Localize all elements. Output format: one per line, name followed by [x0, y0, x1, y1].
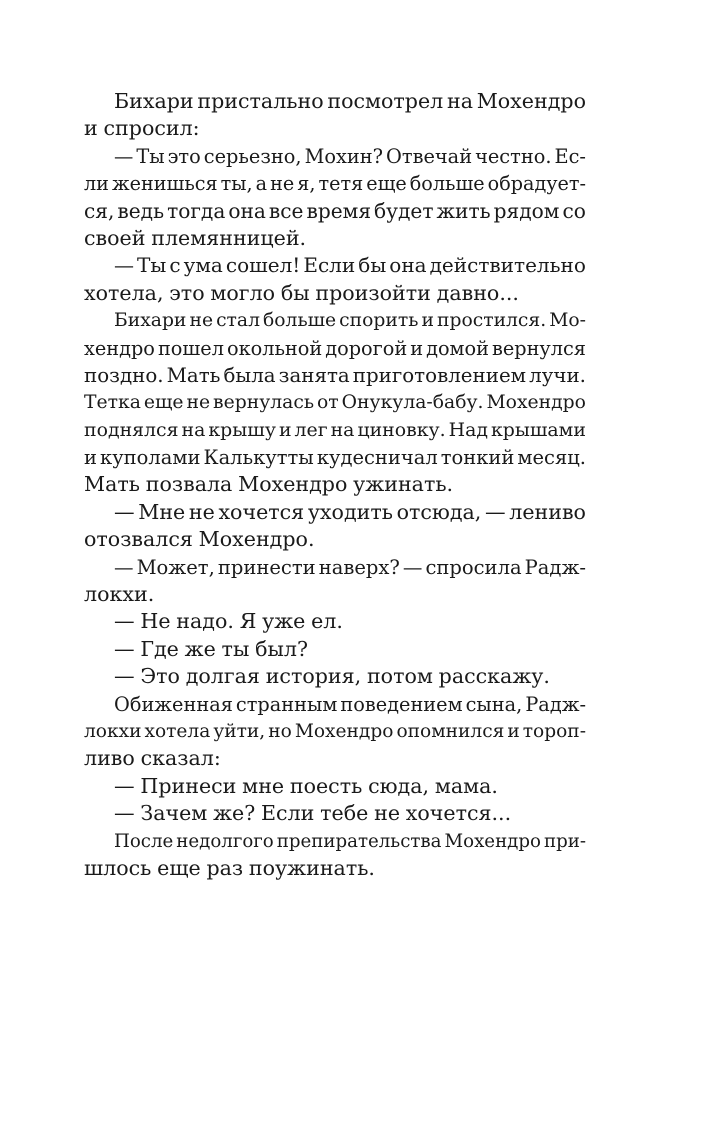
text-line: поздно. Мать была занята приготовлением лучи. [84, 363, 586, 387]
text-line: хотела, это могло бы произойти давно... [84, 280, 519, 305]
text-line: ся, ведь тогда она все время будет жить рядом со [84, 198, 586, 223]
text-line: Бихари не стал больше спорить и простился. Мо- [114, 310, 586, 332]
text-line: своей племянницей. [84, 225, 307, 250]
page-text [84, 88, 586, 882]
text-line: и куполами Калькутты кудесничал тонкий месяц. [84, 446, 586, 470]
text-line: Тетка еще не вернулась от Онукула-бабу. Мохендро [84, 392, 586, 414]
text-line: хендро пошел окольной дорогой и домой вернулся [84, 336, 586, 360]
text-line: — Ты это серьезно, Мохин? Отвечай честно. Ес- [114, 144, 586, 168]
text-line: шлось еще раз поужинать. [84, 855, 375, 880]
text-line: ли женишься ты, а не я, тетя еще больше обрадует- [84, 172, 586, 196]
text-line: — Может, принести наверх? — спросила Радж- [114, 555, 586, 579]
text-line: — Принеси мне поесть сюда, мама. [114, 773, 498, 798]
text-line: локхи. [84, 582, 155, 607]
text-line: Обиженная странным поведением сына, Радж- [114, 692, 586, 716]
text-line: — Зачем же? Если тебе не хочется... [114, 801, 512, 826]
text-line: — Мне не хочется уходить отсюда, — лениво [114, 499, 586, 524]
text-line: отозвался Мохендро. [84, 527, 315, 552]
text-line: и спросил: [84, 116, 200, 141]
text-line: локхи хотела уйти, но Мохендро опомнился и тороп- [84, 720, 586, 742]
text-line: — Не надо. Я уже ел. [114, 609, 343, 634]
text-line: ливо сказал: [84, 746, 221, 771]
text-line: Мать позвала Мохендро ужинать. [84, 472, 454, 497]
text-line: После недолгого препирательства Мохендро при- [114, 830, 586, 852]
text-line: Бихари пристально посмотрел на Мохендро [114, 89, 586, 113]
text-line: — Где же ты был? [114, 636, 309, 661]
text-line: поднялся на крышу и лег на циновку. Над крышами [84, 418, 586, 441]
text-line: — Это долгая история, потом расскажу. [114, 664, 550, 689]
text-line: — Ты с ума сошел! Если бы она действительно [114, 253, 586, 278]
